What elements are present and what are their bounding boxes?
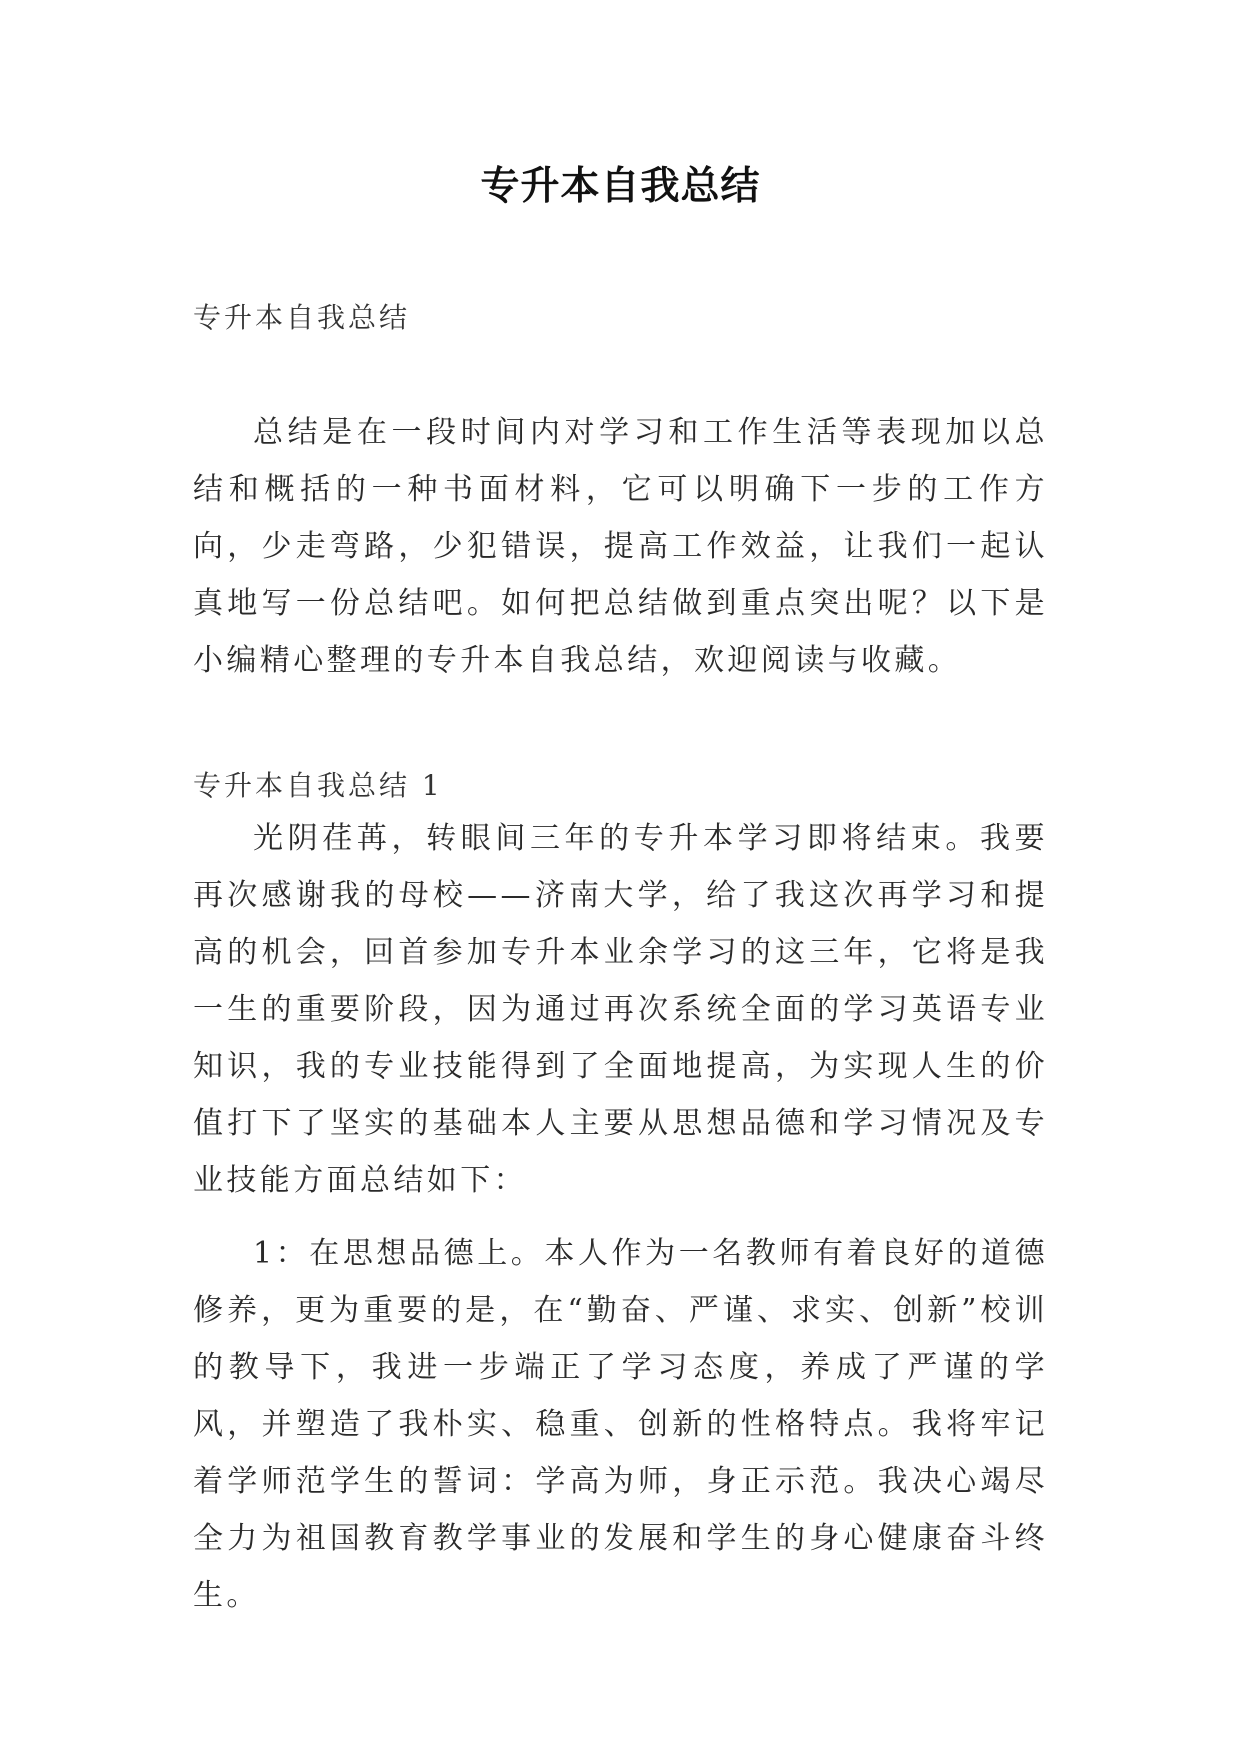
body-paragraph-1: 光阴荏苒，转眼间三年的专升本学习即将结束。我要再次感谢我的母校——济南大学，给了我这次再学习和提高的机会，回首参加专升本业余学习的这三年，它将是我一生的重要阶段，因为通过再次系统全面的学习英语专业知识，我的专业技能得到了全面地提高，为实现人生的价值打下了坚实的基础本人主要从思想品德和学习情况及专业技能方面总结如下：: [193, 821, 1048, 1198]
document-subtitle: 专升本自我总结: [193, 301, 411, 334]
document-title: 专升本自我总结: [480, 164, 761, 209]
section-heading: 专升本自我总结 1: [193, 769, 443, 802]
body-paragraph-2: 1：在思想品德上。本人作为一名教师有着良好的道德修养，更为重要的是，在“勤奋、严谨、求实、创新”校训的教导下，我进一步端正了学习态度，养成了严谨的学风，并塑造了我朴实、稳重、创新的性格特点。我将牢记着学师范学生的誓词：学高为师，身正示范。我决心竭尽全力为祖国教育教学事业的发展和学生的身心健康奋斗终生。: [193, 1236, 1048, 1613]
intro-paragraph: 总结是在一段时间内对学习和工作生活等表现加以总结和概括的一种书面材料，它可以明确下一步的工作方向，少走弯路，少犯错误，提高工作效益，让我们一起认真地写一份总结吧。如何把总结做到重点突出呢？以下是小编精心整理的专升本自我总结，欢迎阅读与收藏。: [193, 415, 1048, 678]
